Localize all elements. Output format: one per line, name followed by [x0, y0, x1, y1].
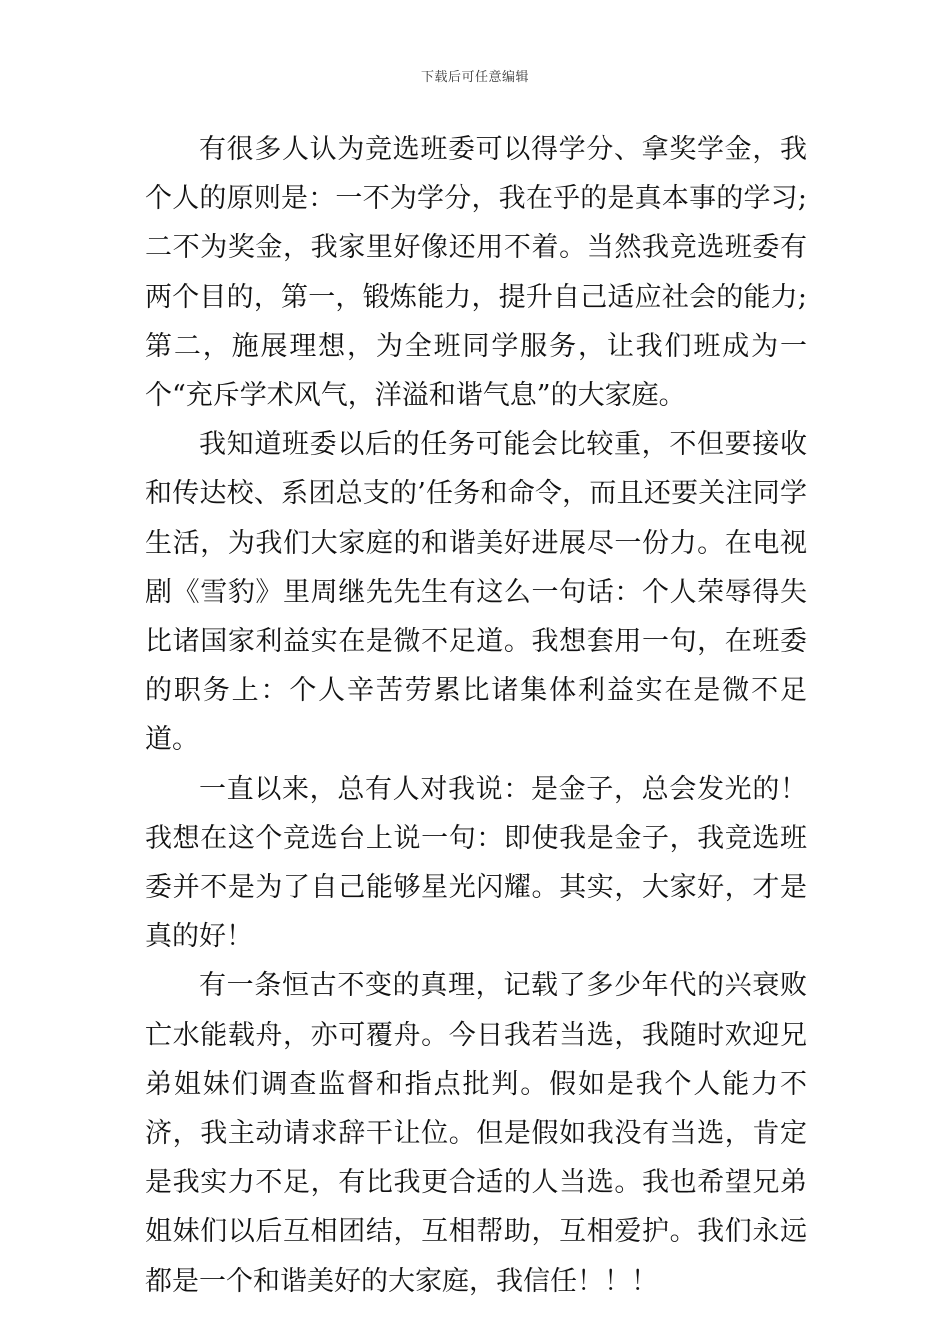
paragraph-1: 有很多人认为竞选班委可以得学分、拿奖学金，我个人的原则是：一不为学分，我在乎的是真本事的学习;二不为奖金，我家里好像还用不着。当然我竞选班委有两个目的，第一，锻炼能力，提升自己适应社会的能力;第二，施展理想，为全班同学服务，让我们班成为一个“充斥学术风气，洋溢和谐气息”的大家庭。 — [145, 134, 807, 412]
page-header: 下载后可任意编辑 — [420, 70, 529, 85]
paragraph-2: 我知道班委以后的任务可能会比较重，不但要接收和传达校、系团总支的’任务和命令，而且还要关注同学生活，为我们大家庭的和谐美好进展尽一份力。在电视剧《雪豹》里周继先先生有这么一句话：个人荣辱得失比诸国家利益实在是微不足道。我想套用一句，在班委的职务上：个人辛苦劳累比诸集体利益实在是微不足道。 — [145, 429, 807, 756]
paragraph-4: 有一条恒古不变的真理，记载了多少年代的兴衰败亡水能载舟，亦可覆舟。今日我若当选，我随时欢迎兄弟姐妹们调查监督和指点批判。假如是我个人能力不济，我主动请求辞干让位。但是假如我没有当选，肯定是我实力不足，有比我更合适的人当选。我也希望兄弟姐妹们以后互相团结，互相帮助，互相爱护。我们永远都是一个和谐美好的大家庭，我信任！！！ — [145, 970, 807, 1297]
document-body — [145, 125, 807, 1306]
paragraph-3: 一直以来，总有人对我说：是金子，总会发光的！我想在这个竞选台上说一句：即使我是金子，我竞选班委并不是为了自己能够星光闪耀。其实，大家好，才是真的好！ — [145, 773, 807, 953]
